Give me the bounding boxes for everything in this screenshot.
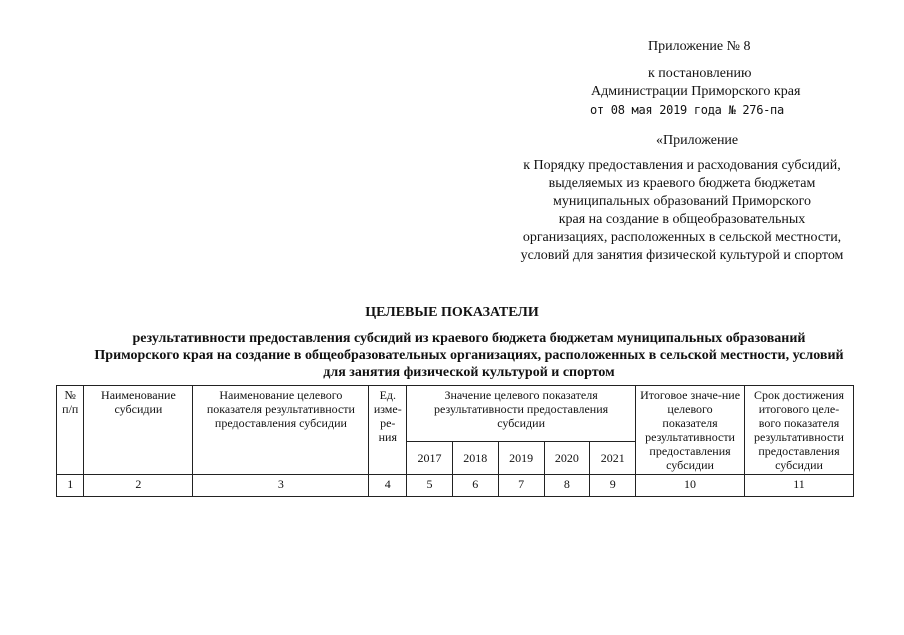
col-header-year: 2021	[590, 441, 636, 474]
procedure-line: выделяемых из краевого бюджета бюджетам	[548, 176, 816, 191]
procedure-line: края на создание в общеобразовательных	[558, 212, 806, 227]
col-header-year: 2017	[407, 441, 453, 474]
col-header-number: № п/п	[57, 386, 84, 475]
index-cell: 3	[193, 475, 369, 497]
document-title: ЦЕЛЕВЫЕ ПОКАЗАТЕЛИ	[365, 305, 539, 320]
annex-date: от 08 мая 2019 года № 276-па	[590, 103, 784, 117]
index-cell: 2	[84, 475, 193, 497]
col-header-year: 2019	[498, 441, 544, 474]
procedure-line: муниципальных образований Приморского	[553, 194, 811, 209]
table-header-row	[57, 386, 854, 442]
subtitle-line: результативности предоставления субсидий из краевого бюджета бюджетам муниципальных образований	[132, 331, 806, 346]
procedure-line: организациях, расположенных в сельской местности,	[522, 230, 842, 245]
index-cell: 7	[498, 475, 544, 497]
col-header-year: 2020	[544, 441, 590, 474]
col-header-year: 2018	[452, 441, 498, 474]
index-cell: 11	[745, 475, 854, 497]
procedure-line: условий для занятия физической культурой и спортом	[520, 248, 844, 263]
index-cell: 9	[590, 475, 636, 497]
col-header-unit: Ед. изме-ре-ния	[369, 386, 407, 475]
annex-title: Приложение № 8	[648, 39, 751, 54]
col-header-final-value: Итоговое значе-ние целевого показателя результативности предоставления субсидии	[636, 386, 745, 475]
col-header-value-group: Значение целевого показателя результативности предоставления субсидии	[407, 386, 636, 442]
index-cell: 1	[57, 475, 84, 497]
col-header-subsidy: Наименование субсидии	[84, 386, 193, 475]
subtitle-line: для занятия физической культурой и спортом	[323, 365, 615, 380]
col-header-indicator: Наименование целевого показателя результативности предоставления субсидии	[193, 386, 369, 475]
index-cell: 10	[636, 475, 745, 497]
appendix-quote: «Приложение	[656, 133, 739, 148]
index-cell: 4	[369, 475, 407, 497]
procedure-line: к Порядку предоставления и расходования субсидий,	[523, 158, 841, 173]
subtitle-line: Приморского края на создание в общеобразовательных организациях, расположенных в сельской местности, условий	[94, 348, 844, 363]
index-cell: 6	[452, 475, 498, 497]
indicators-table	[56, 385, 854, 497]
document-subtitle	[52, 330, 886, 381]
annex-administration-line: Администрации Приморского края	[591, 84, 801, 99]
index-cell: 5	[407, 475, 453, 497]
table-index-row	[57, 475, 854, 497]
index-cell: 8	[544, 475, 590, 497]
annex-resolution-line: к постановлению	[648, 66, 752, 81]
col-header-deadline: Срок достижения итогового целе-вого показателя результативности предоставления субсидии	[745, 386, 854, 475]
procedure-reference	[496, 157, 868, 265]
